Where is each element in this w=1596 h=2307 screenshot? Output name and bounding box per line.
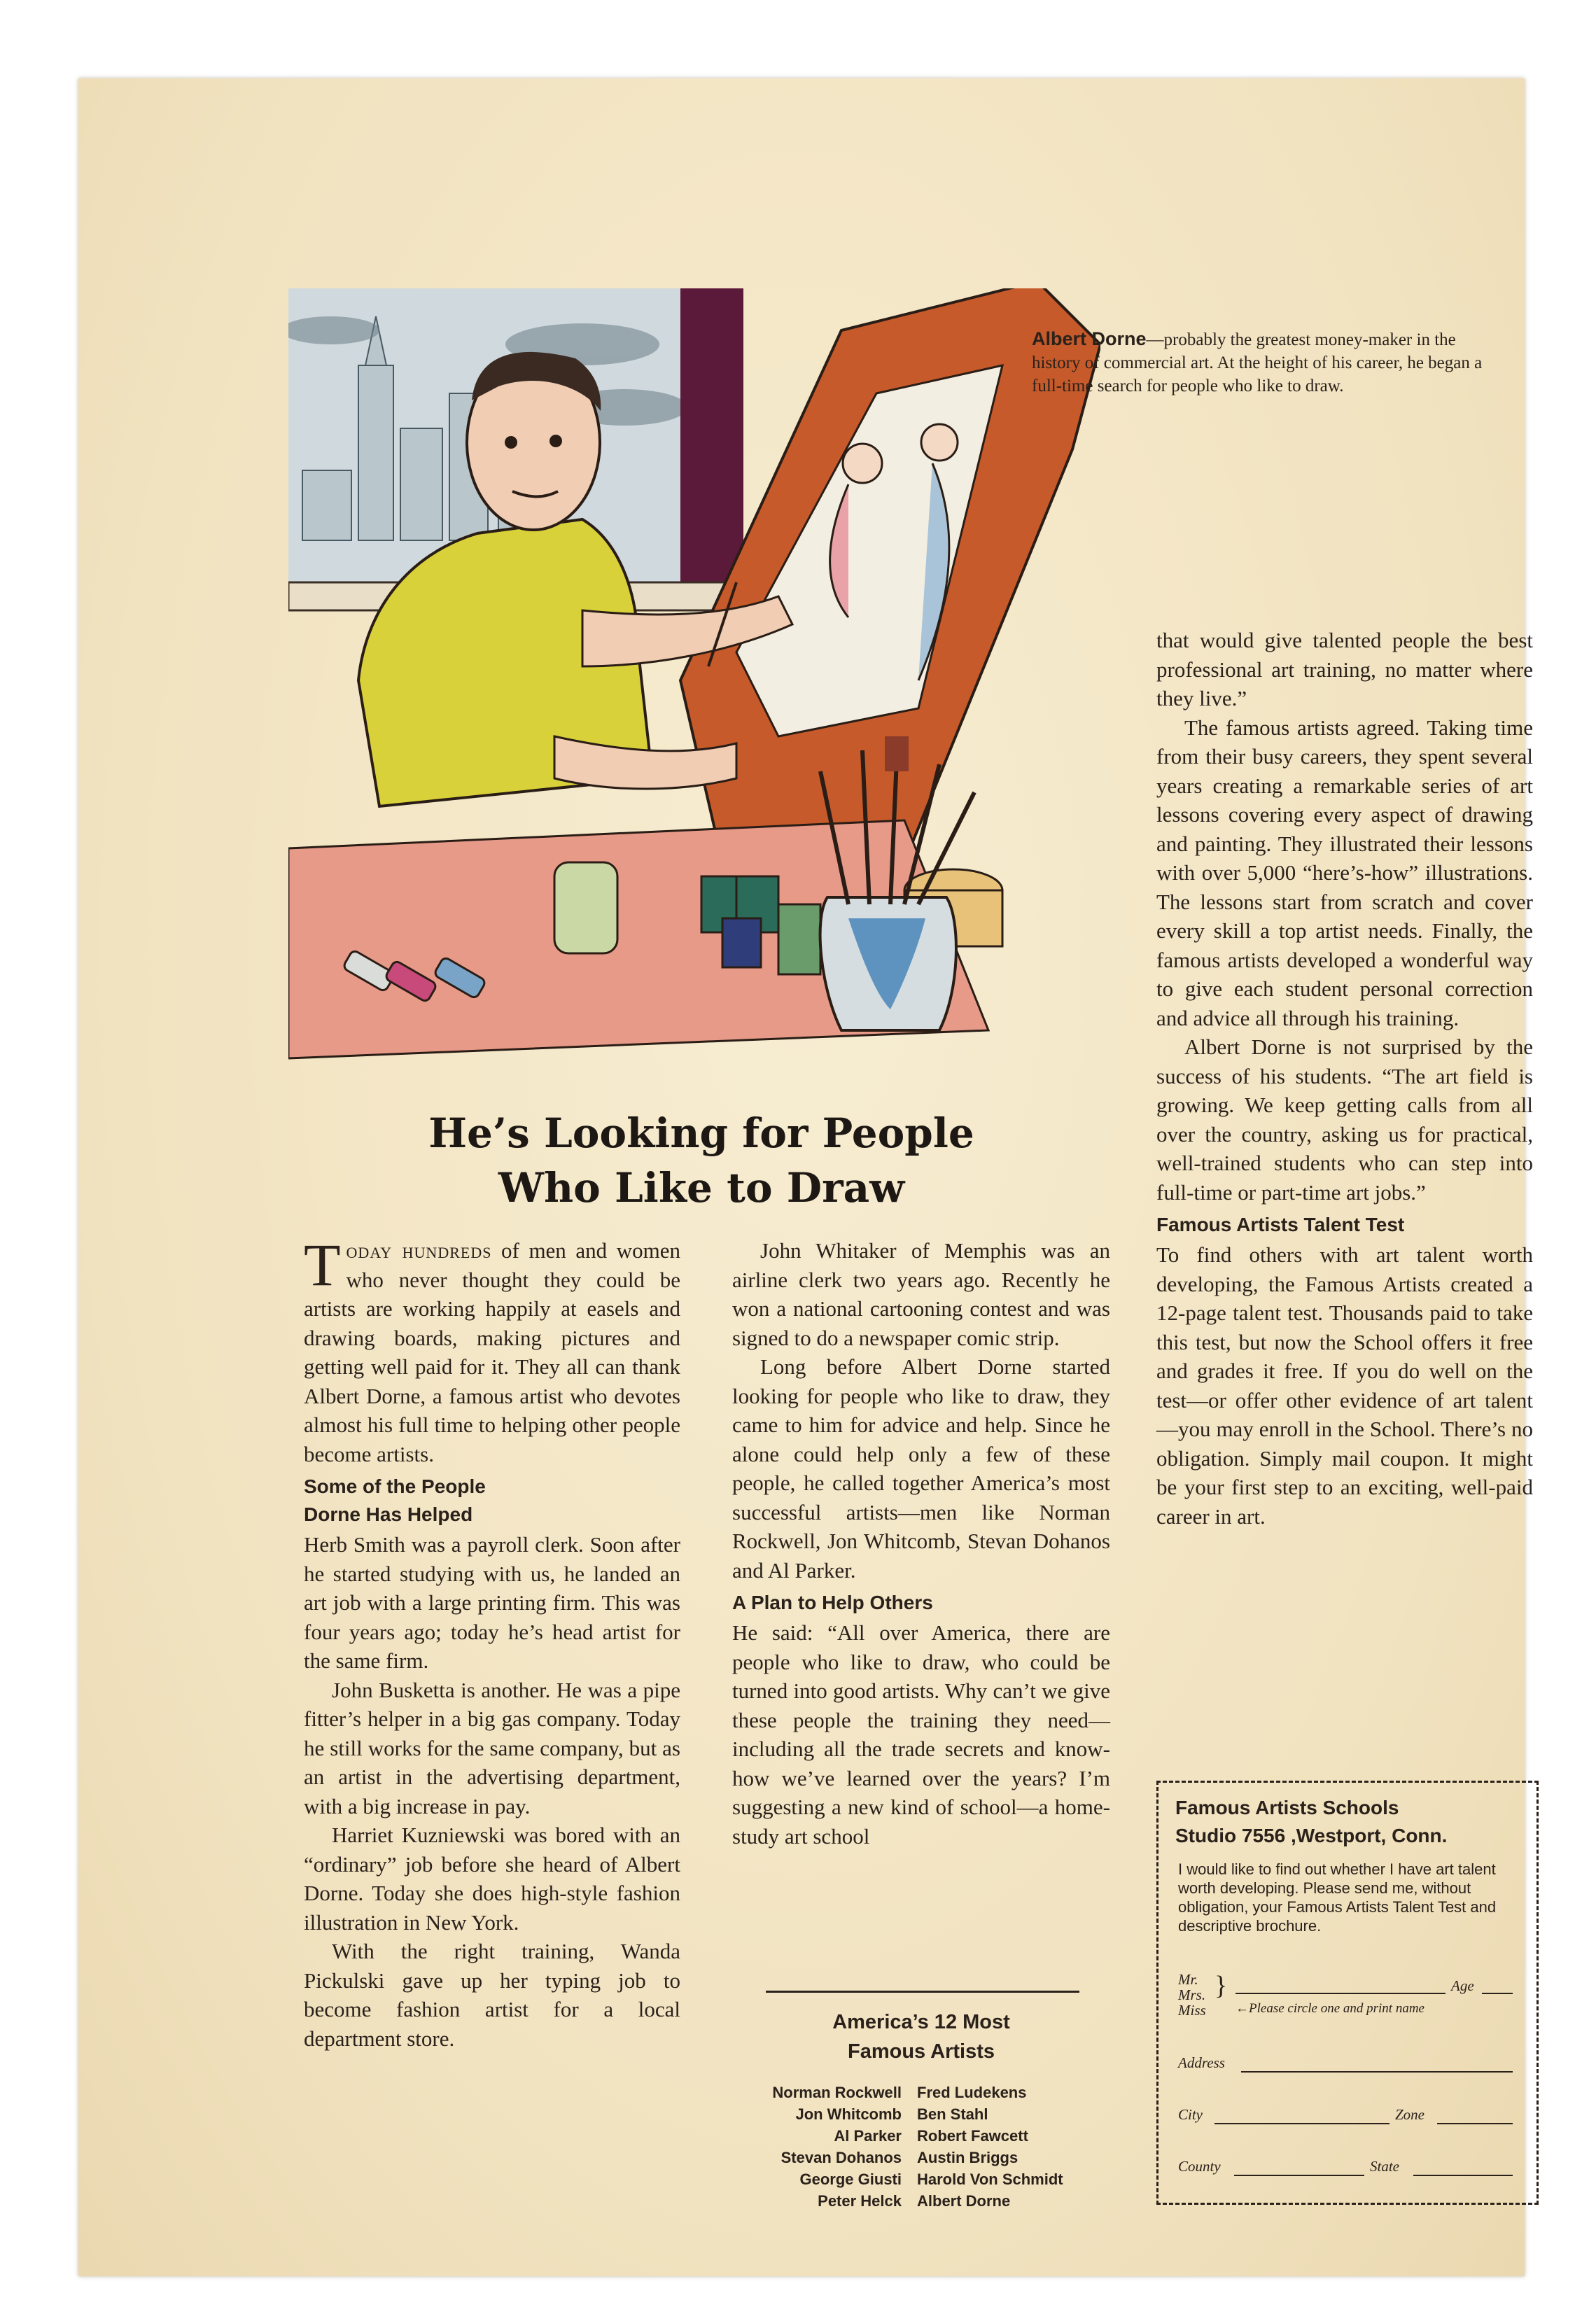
artists-list-right xyxy=(917,2082,1120,2212)
paragraph-he-said: He said: “All over America, there are people who like to draw, who could be turned into good artists. Why can’t we give these people the training they need—including all the trade secrets and know-how we’ve learned over the years? I’m suggesting a new kind of school—a home-study art school xyxy=(732,1620,1110,1849)
subhead-people-helped xyxy=(304,1473,680,1529)
brace-glyph: } xyxy=(1214,1971,1228,2000)
coupon-title-line-1: Famous Artists Schools xyxy=(1175,1797,1399,1818)
salutation-options[interactable] xyxy=(1178,1972,1206,2018)
drop-cap: T xyxy=(304,1231,341,1298)
headline xyxy=(309,1106,1093,1215)
paragraph-talent-test: To find others with art talent worth developing, the Famous Artists created a 12-page talent test. Thousands paid to take this test, but now the School offers it free and grades it free. If you do well on the test—or offer other evidence of art talent—you may enroll in the School. There’s no obligation. Simply mail coupon. It might be your first step to an exciting, well-paid career in art. xyxy=(1156,1242,1533,1529)
subhead-talent-test: Famous Artists Talent Test xyxy=(1156,1214,1405,1235)
artist-name: Peter Helck xyxy=(818,2192,902,2210)
article-column-1 xyxy=(304,1231,680,2053)
artist-name: Al Parker xyxy=(834,2127,902,2145)
print-instruction: ←Please circle one and print name xyxy=(1236,2001,1424,2016)
artists-list-left xyxy=(722,2082,902,2212)
coupon-body: I would like to find out whether I have art talent worth developing. Please send me, without obligation, your Famous Artists Talent Test and descriptive brochure. xyxy=(1178,1860,1497,1935)
city-field-line[interactable] xyxy=(1214,2123,1390,2124)
coupon-title xyxy=(1175,1794,1447,1850)
paragraph-herb-smith: Herb Smith was a payroll clerk. Soon after he started studying with us, he landed an art job with a large printing firm. This was four years ago; today he’s head artist for the same firm. xyxy=(304,1532,680,1673)
caption-name: Albert Dorne xyxy=(1032,328,1147,349)
artist-name: Ben Stahl xyxy=(917,2105,988,2123)
state-label: State xyxy=(1370,2158,1399,2175)
artist-name: Albert Dorne xyxy=(917,2192,1011,2210)
paragraph-john-whitaker: John Whitaker of Memphis was an airline clerk two years ago. Recently he won a national cartooning contest and was signed to do a newspaper comic strip. xyxy=(732,1238,1110,1350)
salutation-mr[interactable]: Mr. xyxy=(1178,1971,1198,1988)
intro-paragraph xyxy=(304,1231,680,1468)
artist-name: Harold Von Schmidt xyxy=(917,2171,1063,2188)
article-column-2 xyxy=(732,1236,1110,1851)
headline-line-1: He’s Looking for People xyxy=(428,1109,974,1157)
subhead-line-2: Dorne Has Helped xyxy=(304,1503,473,1525)
zone-field-line[interactable] xyxy=(1437,2123,1513,2124)
artist-name: George Giusti xyxy=(799,2171,902,2188)
curtain xyxy=(680,288,743,582)
artist-illustration xyxy=(288,288,1100,1072)
paragraph-continued: that would give talented people the best professional art training, no matter where they live.” xyxy=(1156,628,1533,710)
paragraph-harriet-kuzniewski: Harriet Kuzniewski was bored with an “ordinary” job before she heard of Albert Dorne. Today she does high-style fashion illustration in New York. xyxy=(304,1823,680,1935)
address-label: Address xyxy=(1178,2054,1225,2071)
intro-smallcaps: oday hundreds xyxy=(346,1238,492,1263)
age-field-line[interactable] xyxy=(1482,1993,1513,1994)
artist-name: Jon Whitcomb xyxy=(795,2105,902,2123)
paragraph-not-surprised: Albert Dorne is not surprised by the success of his students. “The art field is growing. We keep getting calls from all over the country, asking us for practical, well-trained students who can step into full-time or part-time art jobs.” xyxy=(1156,1035,1533,1205)
artists-title-line-1: America’s 12 Most xyxy=(832,2011,1010,2033)
salutation-miss[interactable]: Miss xyxy=(1178,2002,1206,2019)
paragraph-artists-agreed: The famous artists agreed. Taking time from their busy careers, they spent several years creating a remarkable series of art lessons covering every aspect of drawing and painting. They illustrated their lessons with over 5,000 “here’s-how” illustrations. The lessons start from scratch and cover every skill a top artist needs. Finally, the famous artists developed a wonderful way to give each student personal correction and advice all through his training. xyxy=(1156,715,1533,1030)
paragraph-john-busketta: John Busketta is another. He was a pipe fitter’s helper in a big gas company. Today he still works for the same company, but as an artist in the advertising department, with a big increase in pay. xyxy=(304,1677,680,1818)
age-label: Age xyxy=(1451,1977,1474,1994)
caption-text: —probably the greatest money-maker in the history of commercial art. At the height of his career, he began a full-time search for people who like to draw. xyxy=(1032,330,1483,395)
subhead-line-1: Some of the People xyxy=(304,1475,486,1497)
artists-title-line-2: Famous Artists xyxy=(847,2040,995,2063)
article-column-3 xyxy=(1156,626,1533,1531)
zone-label: Zone xyxy=(1395,2106,1424,2123)
intro-text: of men and women who never thought they could be artists are working happily at easels and drawing boards, making pictures and getting well paid for it. They all can thank Albert Dorne, a famous artist who devotes almost his full time to helping other people become artists. xyxy=(304,1238,680,1466)
magazine-page xyxy=(78,78,1533,2276)
address-field-line[interactable] xyxy=(1241,2071,1513,2073)
artists-box-title xyxy=(732,2007,1110,2066)
artist-name: Austin Briggs xyxy=(917,2149,1018,2166)
mail-coupon[interactable] xyxy=(1156,1781,1539,2205)
paragraph-long-before: Long before Albert Dorne started looking for people who like to draw, they came to him for advice and help. Since he alone could help only a few of these people, he called together America’s most successful artists—men like Norman Rockwell, Jon Whitcomb, Stevan Dohanos and Al Parker. xyxy=(732,1354,1110,1583)
name-field-line[interactable] xyxy=(1236,1993,1446,1994)
artist-name: Norman Rockwell xyxy=(772,2084,902,2101)
headline-line-2: Who Like to Draw xyxy=(498,1164,905,1212)
artist-name: Robert Fawcett xyxy=(917,2127,1028,2145)
artists-divider xyxy=(766,1991,1079,1993)
coupon-title-line-2: Studio 7556 ,Westport, Conn. xyxy=(1175,1825,1448,1846)
illustration-caption xyxy=(1032,328,1487,398)
subhead-plan: A Plan to Help Others xyxy=(732,1592,933,1613)
artist-name: Stevan Dohanos xyxy=(780,2149,902,2166)
state-field-line[interactable] xyxy=(1413,2175,1513,2176)
county-field-line[interactable] xyxy=(1234,2175,1364,2176)
county-label: County xyxy=(1178,2158,1221,2175)
city-label: City xyxy=(1178,2106,1203,2123)
paragraph-wanda-pickulski: With the right training, Wanda Pickulski gave up her typing job to become fashion artist for a local department store. xyxy=(304,1939,680,2051)
salutation-mrs[interactable]: Mrs. xyxy=(1178,1986,1206,2003)
artist-name: Fred Ludekens xyxy=(917,2084,1027,2101)
